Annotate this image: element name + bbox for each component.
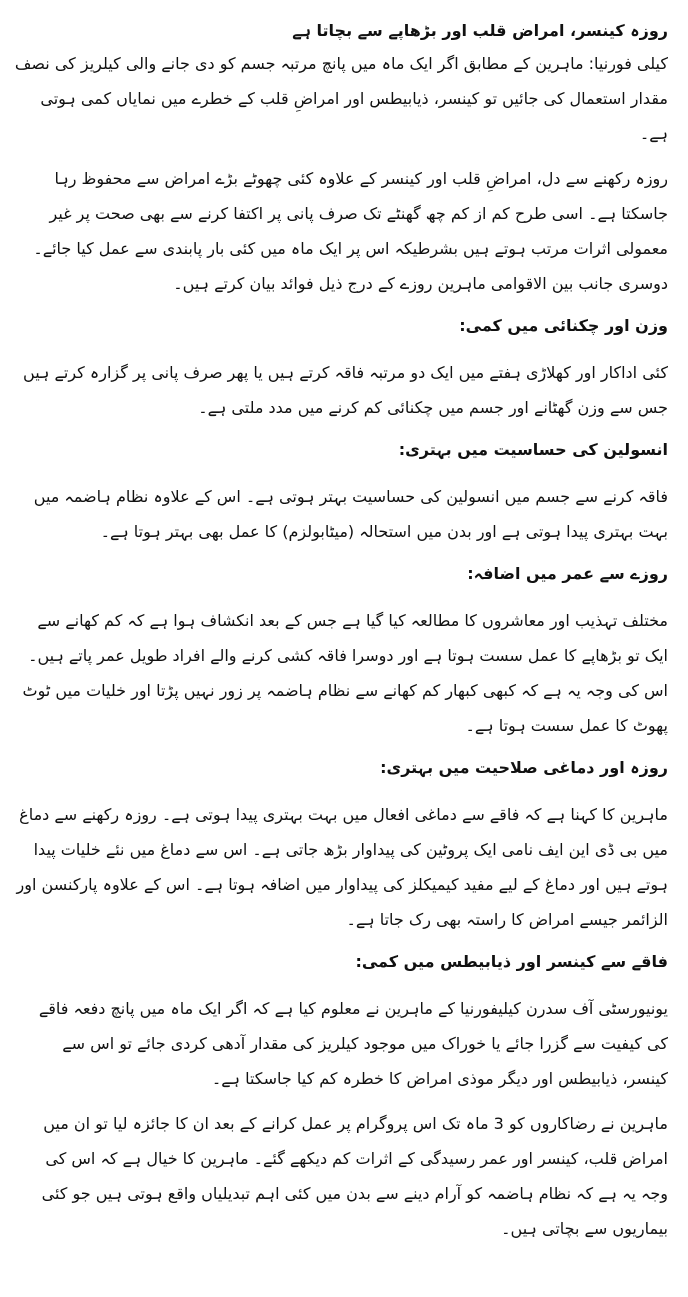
section-body-longevity: مختلف تہذیب اور معاشروں کا مطالعہ کیا گیا ہے جس کے بعد انکشاف ہوا ہے کہ کم کھانے سے ایک تو بڑھاپے کا عمل سست ہوتا ہے اور دوسرا فاقہ کشی کرنے والے افراد طویل عمر پاتے ہیں۔ اس کی وجہ یہ ہے کہ کبھی کبھار کم کھانے سے نظام ہاضمہ پر زور نہیں پڑتا اور خلیات میں ٹوٹ پھوٹ کا عمل سست ہوتا ہے۔ xyxy=(22,611,668,735)
section-heading-brain: روزہ اور دماغی صلاحیت میں بہتری: xyxy=(380,758,668,777)
section-heading-weight-loss: وزن اور چکنائی میں کمی: xyxy=(459,316,668,335)
intro-paragraph: کیلی فورنیا: ماہرین کے مطابق اگر ایک ماہ میں پانچ مرتبہ جسم کو دی جانے والی کیلریز کی نصف مقدار استعمال کی جائیں تو کینسر، ذیابیطس اور امراضِ قلب کے خطرے میں نمایاں کمی ہوتی ہے۔ xyxy=(14,54,668,143)
section-heading-insulin: انسولین کی حساسیت میں بہتری: xyxy=(398,440,668,459)
section-heading-cancer-diabetes: فاقے سے کینسر اور ذیابیطس میں کمی: xyxy=(355,952,668,971)
closing-paragraph: ماہرین نے رضاکاروں کو 3 ماہ تک اس پروگرام پر عمل کرانے کے بعد ان کا جائزہ لیا تو ان میں امراض قلب، کینسر اور عمر رسیدگی کے اثرات کم دیکھے گئے۔ ماہرین کا خیال ہے کہ اس کی وجہ یہ ہے کہ نظام ہاضمہ کو آرام دینے سے بدن میں کئی اہم تبدیلیاں واقع ہوتی ہیں جو کئی بیماریوں سے بچاتی ہیں۔ xyxy=(41,1114,668,1238)
section-body-cancer-diabetes: یونیورسٹی آف سدرن کیلیفورنیا کے ماہرین نے معلوم کیا ہے کہ اگر ایک ماہ میں پانچ دفعہ فاقے کی کیفیت سے گزرا جائے یا خوراک میں موجود کیلریز کی مقدار آدھی کردی جائے تو اس سے کینسر، ذیابیطس اور دیگر موذی امراض کا خطرہ کم کیا جاسکتا ہے۔ xyxy=(38,999,668,1088)
section-heading-longevity: روزے سے عمر میں اضافہ: xyxy=(467,564,668,583)
article-title: روزہ کینسر، امراض قلب اور بڑھاپے سے بچاتا ہے xyxy=(292,21,668,40)
section-body-weight-loss: کئی اداکار اور کھلاڑی ہفتے میں ایک دو مرتبہ فاقہ کرتے ہیں یا پھر صرف پانی پر گزارہ کرتے ہیں جس سے وزن گھٹانے اور جسم میں چکنائی کم کرنے میں مدد ملتی ہے۔ xyxy=(23,363,668,417)
section-body-insulin: فاقہ کرنے سے جسم میں انسولین کی حساسیت بہتر ہوتی ہے۔ اس کے علاوہ نظام ہاضمہ میں بہت بہتری پیدا ہوتی ہے اور بدن میں استحالہ (میٹابولزم) کا عمل بھی بہتر ہوتا ہے۔ xyxy=(33,487,668,541)
fasting-benefits-paragraph: روزہ رکھنے سے دل، امراضِ قلب اور کینسر کے علاوہ کئی چھوٹے بڑے امراض سے محفوظ رہا جاسکتا ہے۔ اسی طرح کم از کم چھ گھنٹے تک صرف پانی پر اکتفا کرنے سے بھی صحت پر غیر معمولی اثرات مرتب ہوتے ہیں بشرطیکہ اس پر ایک ماہ میں کئی بار پابندی سے عمل کیا جائے۔ دوسری جانب بین الاقوامی ماہرین روزے کے درج ذیل فوائد بیان کرتے ہیں۔ xyxy=(33,169,668,293)
section-body-brain: ماہرین کا کہنا ہے کہ فاقے سے دماغی افعال میں بہت بہتری پیدا ہوتی ہے۔ روزہ رکھنے سے دماغ میں بی ڈی این ایف نامی ایک پروٹین کی پیداوار بڑھ جاتی ہے۔ اس سے دماغ میں نئے خلیات پیدا ہوتے ہیں اور دماغ کے لیے مفید کیمیکلز کی پیداوار میں اضافہ ہوتا ہے۔ اس کے علاوہ پارکنسن اور الزائمر جیسے امراض کا راستہ بھی رک جاتا ہے۔ xyxy=(16,805,668,929)
